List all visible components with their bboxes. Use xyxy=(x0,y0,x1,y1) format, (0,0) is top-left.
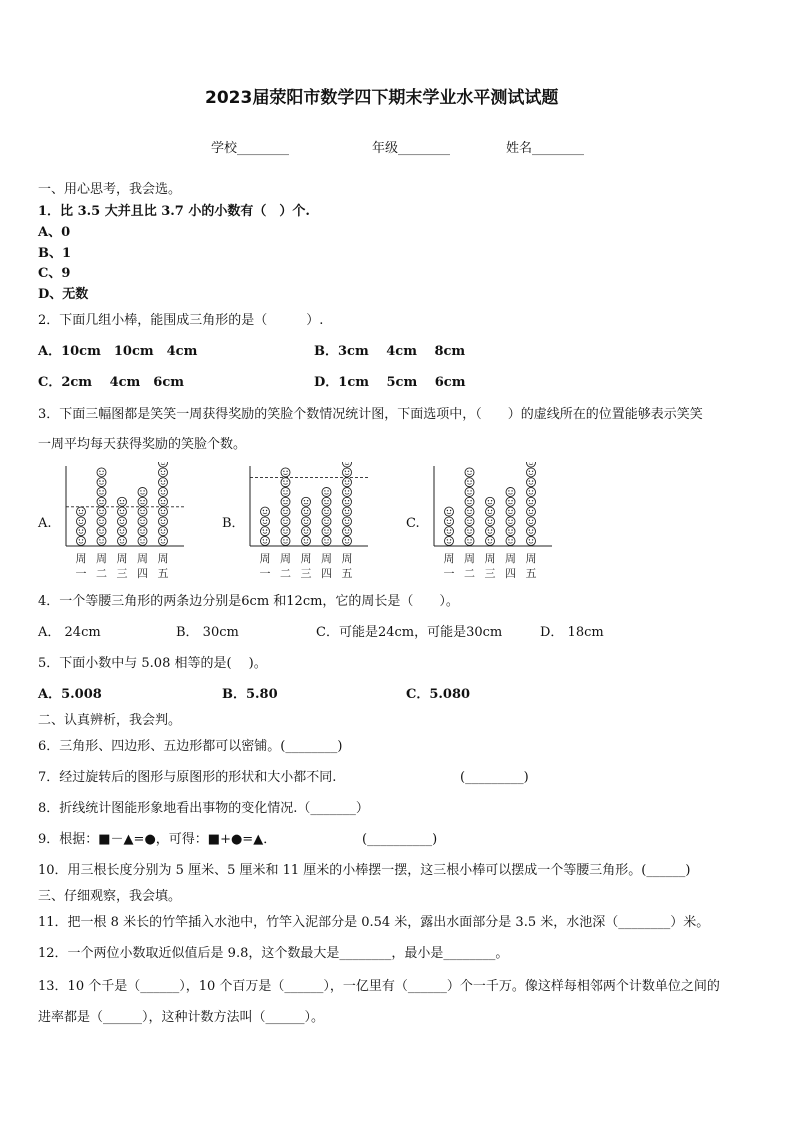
x-tick-label-top: 周 xyxy=(464,552,475,565)
smiley-column-2 xyxy=(465,468,474,546)
smiley-face-icon xyxy=(281,468,290,477)
smiley-column-5 xyxy=(343,462,352,546)
smiley-face-icon xyxy=(77,527,86,536)
smiley-face-icon xyxy=(281,497,290,506)
smiley-face-icon xyxy=(97,497,106,506)
smiley-face-icon xyxy=(322,497,331,506)
x-tick-label-top: 周 xyxy=(341,552,353,565)
smiley-column-5 xyxy=(159,462,168,546)
smiley-face-icon xyxy=(343,507,352,516)
smiley-face-icon xyxy=(281,478,290,487)
question-3-line-2: 一周平均每天获得奖励的笑脸个数。 xyxy=(38,437,247,452)
smiley-face-icon xyxy=(343,488,352,497)
x-tick-label-top: 周 xyxy=(484,552,496,565)
smiley-column-5 xyxy=(527,462,536,546)
smiley-face-icon xyxy=(445,507,454,516)
x-tick-label-bottom: 四 xyxy=(505,567,516,580)
x-tick-label-top: 周 xyxy=(96,552,107,565)
smiley-column-3 xyxy=(302,497,311,545)
x-tick-label-bottom: 二 xyxy=(96,567,107,580)
x-tick-label-top: 周 xyxy=(259,552,271,565)
smiley-face-icon xyxy=(281,517,290,526)
smiley-face-icon xyxy=(343,478,352,487)
x-tick-label-bottom: 三 xyxy=(300,567,312,580)
smiley-face-icon xyxy=(281,488,290,497)
smiley-face-icon xyxy=(97,478,106,487)
smiley-face-icon xyxy=(159,537,168,546)
smiley-face-icon xyxy=(343,468,352,477)
q5-option-a: A．5.008 xyxy=(38,687,102,702)
x-tick-label-top: 周 xyxy=(137,552,148,565)
smiley-face-icon xyxy=(343,537,352,546)
smiley-face-icon xyxy=(159,517,168,526)
question-4: 4．一个等腰三角形的两条边分别是6cm 和12cm，它的周长是（ ）。 xyxy=(38,594,459,609)
smiley-face-icon xyxy=(465,488,474,497)
q4-option-d: D． 18cm xyxy=(540,625,604,640)
name-field: 姓名________ xyxy=(506,141,585,156)
smiley-face-icon xyxy=(302,517,311,526)
smiley-face-icon xyxy=(465,537,474,546)
q2-option-b: B．3cm 4cm 8cm xyxy=(314,344,466,359)
x-tick-label-bottom: 二 xyxy=(464,567,475,580)
grade-field: 年级________ xyxy=(372,141,451,156)
q5-option-b: B．5.80 xyxy=(222,687,278,702)
question-7: 7．经过旋转后的图形与原图形的形状和大小都不同. xyxy=(38,770,337,785)
smiley-face-icon xyxy=(302,507,311,516)
smiley-face-icon xyxy=(261,527,270,536)
smiley-face-icon xyxy=(281,537,290,546)
x-tick-label-bottom: 四 xyxy=(137,567,148,580)
smiley-chart-b xyxy=(244,462,374,584)
smiley-face-icon xyxy=(159,488,168,497)
smiley-chart-c xyxy=(428,462,558,584)
q9-blank: (__________) xyxy=(362,832,438,847)
smiley-column-4 xyxy=(138,488,147,546)
smiley-face-icon xyxy=(506,537,515,546)
smiley-face-icon xyxy=(302,497,311,506)
smiley-column-1 xyxy=(445,507,454,545)
smiley-face-icon xyxy=(506,507,515,516)
smiley-face-icon xyxy=(322,527,331,536)
q4-option-b: B． 30cm xyxy=(176,625,239,640)
smiley-face-icon xyxy=(138,488,147,497)
smiley-face-icon xyxy=(261,507,270,516)
x-tick-label-top: 周 xyxy=(157,552,169,565)
question-6: 6．三角形、四边形、五边形都可以密铺。(________) xyxy=(38,739,343,754)
smiley-chart-a xyxy=(60,462,190,584)
smiley-face-icon xyxy=(445,537,454,546)
smiley-column-2 xyxy=(281,468,290,546)
q3-option-a-label: A. xyxy=(38,516,52,531)
x-tick-label-bottom: 一 xyxy=(259,567,271,580)
x-tick-label-bottom: 五 xyxy=(525,567,537,580)
smiley-column-3 xyxy=(486,497,495,545)
smiley-face-icon xyxy=(527,468,536,477)
smiley-face-icon xyxy=(343,517,352,526)
smiley-face-icon xyxy=(506,517,515,526)
smiley-face-icon xyxy=(118,497,127,506)
smiley-face-icon xyxy=(97,517,106,526)
question-8: 8．折线统计图能形象地看出事物的变化情况.（_______） xyxy=(38,801,369,816)
smiley-column-1 xyxy=(261,507,270,545)
smiley-face-icon xyxy=(486,507,495,516)
smiley-face-icon xyxy=(527,478,536,487)
smiley-face-icon xyxy=(506,497,515,506)
smiley-face-icon xyxy=(77,537,86,546)
smiley-face-icon xyxy=(343,462,352,467)
smiley-face-icon xyxy=(322,517,331,526)
smiley-face-icon xyxy=(486,497,495,506)
question-11: 11．把一根 8 米长的竹竿插入水池中，竹竿入泥部分是 0.54 米，露出水面部分是 3.5 米，水池深（________）米。 xyxy=(38,915,710,930)
smiley-face-icon xyxy=(138,537,147,546)
smiley-face-icon xyxy=(527,527,536,536)
smiley-face-icon xyxy=(97,507,106,516)
smiley-face-icon xyxy=(527,462,536,467)
smiley-face-icon xyxy=(527,497,536,506)
smiley-face-icon xyxy=(281,527,290,536)
smiley-face-icon xyxy=(343,497,352,506)
smiley-face-icon xyxy=(159,507,168,516)
question-1: 1．比 3.5 大并且比 3.7 小的小数有（ ）个. xyxy=(38,204,310,219)
section-heading-1: 一、用心思考，我会选。 xyxy=(38,182,182,197)
smiley-face-icon xyxy=(527,517,536,526)
smiley-face-icon xyxy=(118,517,127,526)
smiley-face-icon xyxy=(261,537,270,546)
x-tick-label-top: 周 xyxy=(116,552,128,565)
x-tick-label-bottom: 一 xyxy=(75,567,87,580)
x-tick-label-bottom: 一 xyxy=(443,567,455,580)
question-2: 2．下面几组小棒，能围成三角形的是（ ）. xyxy=(38,313,324,328)
x-tick-label-top: 周 xyxy=(280,552,291,565)
q2-option-d: D．1cm 5cm 6cm xyxy=(314,375,466,390)
smiley-face-icon xyxy=(486,537,495,546)
x-tick-label-bottom: 四 xyxy=(321,567,332,580)
school-field: 学校________ xyxy=(211,141,290,156)
smiley-face-icon xyxy=(302,527,311,536)
smiley-face-icon xyxy=(506,527,515,536)
smiley-face-icon xyxy=(486,527,495,536)
q4-option-c: C．可能是24cm，可能是30cm xyxy=(316,625,503,640)
smiley-face-icon xyxy=(138,507,147,516)
smiley-face-icon xyxy=(486,517,495,526)
smiley-face-icon xyxy=(465,478,474,487)
smiley-face-icon xyxy=(97,537,106,546)
x-tick-label-top: 周 xyxy=(443,552,455,565)
smiley-face-icon xyxy=(159,497,168,506)
smiley-face-icon xyxy=(97,527,106,536)
smiley-face-icon xyxy=(302,537,311,546)
smiley-face-icon xyxy=(281,507,290,516)
smiley-face-icon xyxy=(343,527,352,536)
question-13-line-2: 进率都是（______），这种计数方法叫（______）。 xyxy=(38,1010,325,1025)
q1-option-b: B、1 xyxy=(38,246,72,261)
smiley-face-icon xyxy=(261,517,270,526)
q1-option-d: D、无数 xyxy=(38,287,89,302)
smiley-face-icon xyxy=(118,537,127,546)
q4-option-a: A． 24cm xyxy=(38,625,101,640)
section-heading-3: 三、仔细观察，我会填。 xyxy=(38,889,182,904)
smiley-face-icon xyxy=(138,517,147,526)
smiley-face-icon xyxy=(465,507,474,516)
x-tick-label-bottom: 五 xyxy=(157,567,169,580)
smiley-column-4 xyxy=(506,488,515,546)
smiley-face-icon xyxy=(527,488,536,497)
smiley-column-1 xyxy=(77,507,86,545)
q7-blank: (_________) xyxy=(460,770,529,785)
smiley-face-icon xyxy=(97,488,106,497)
smiley-face-icon xyxy=(97,468,106,477)
section-heading-2: 二、认真辨析，我会判。 xyxy=(38,713,182,728)
x-tick-label-top: 周 xyxy=(505,552,516,565)
smiley-face-icon xyxy=(322,537,331,546)
smiley-face-icon xyxy=(159,462,168,467)
smiley-face-icon xyxy=(506,488,515,497)
question-13-line-1: 13．10 个千是（______），10 个百万是（______），一亿里有（______）个一千万。像这样每相邻两个计数单位之间的 xyxy=(38,979,720,994)
q3-option-c-label: C. xyxy=(406,516,420,531)
smiley-face-icon xyxy=(445,527,454,536)
x-tick-label-bottom: 三 xyxy=(116,567,128,580)
smiley-face-icon xyxy=(465,468,474,477)
page-title: 2023届荥阳市数学四下期末学业水平测试试题 xyxy=(205,88,559,108)
smiley-face-icon xyxy=(159,468,168,477)
q1-option-a: A、0 xyxy=(38,225,71,240)
question-12: 12．一个两位小数取近似值后是 9.8，这个数最大是________，最小是________。 xyxy=(38,946,509,961)
smiley-column-3 xyxy=(118,497,127,545)
x-tick-label-bottom: 二 xyxy=(280,567,291,580)
smiley-face-icon xyxy=(322,488,331,497)
x-tick-label-top: 周 xyxy=(75,552,87,565)
smiley-face-icon xyxy=(527,507,536,516)
smiley-face-icon xyxy=(77,507,86,516)
smiley-face-icon xyxy=(159,527,168,536)
smiley-face-icon xyxy=(527,537,536,546)
question-3-line-1: 3．下面三幅图都是笑笑一周获得奖励的笑脸个数情况统计图，下面选项中，（ ）的虚线所在的位置能够表示笑笑 xyxy=(38,407,703,422)
x-tick-label-top: 周 xyxy=(300,552,312,565)
smiley-column-4 xyxy=(322,488,331,546)
question-9: 9．根据：■－▲=●，可得：■+●=▲． xyxy=(38,832,277,847)
x-tick-label-bottom: 五 xyxy=(341,567,353,580)
smiley-face-icon xyxy=(445,517,454,526)
q5-option-c: C．5.080 xyxy=(406,687,471,702)
q2-option-c: C．2cm 4cm 6cm xyxy=(38,375,185,390)
smiley-face-icon xyxy=(77,517,86,526)
q1-option-c: C、9 xyxy=(38,266,71,281)
smiley-face-icon xyxy=(138,527,147,536)
smiley-face-icon xyxy=(465,497,474,506)
smiley-face-icon xyxy=(465,527,474,536)
smiley-face-icon xyxy=(138,497,147,506)
smiley-face-icon xyxy=(465,517,474,526)
question-5: 5．下面小数中与 5.08 相等的是( )。 xyxy=(38,656,267,671)
x-tick-label-top: 周 xyxy=(525,552,537,565)
smiley-face-icon xyxy=(322,507,331,516)
x-tick-label-top: 周 xyxy=(321,552,332,565)
x-tick-label-bottom: 三 xyxy=(484,567,496,580)
q3-option-b-label: B． xyxy=(222,516,245,531)
question-10: 10．用三根长度分别为 5 厘米、5 厘米和 11 厘米的小棒摆一摆，这三根小棒可以摆成一个等腰三角形。(______) xyxy=(38,863,691,878)
smiley-face-icon xyxy=(118,507,127,516)
smiley-face-icon xyxy=(159,478,168,487)
q2-option-a: A．10cm 10cm 4cm xyxy=(38,344,198,359)
smiley-face-icon xyxy=(118,527,127,536)
